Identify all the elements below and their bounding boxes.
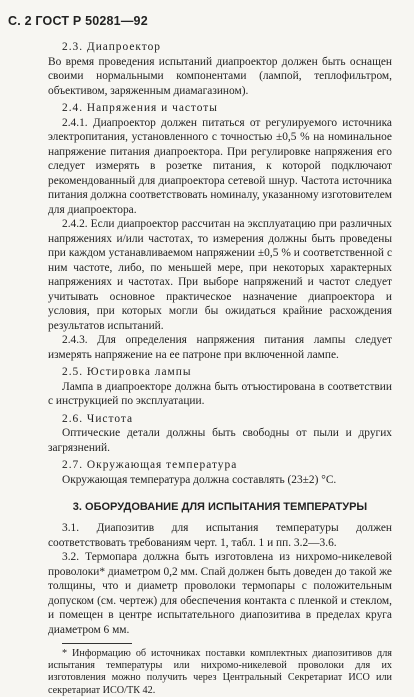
footnote-divider (62, 643, 132, 644)
section-2-7-heading: 2.7. Окружающая температура (62, 459, 238, 471)
footnote: * Информацию об источниках поставки комплектных диапозитивов для испытания температуры или нихромо-никелевой проволоки для их изготовления можно получить через Центральный Секретариат ИСО или секретариат ИСО/ТК 42. (48, 648, 392, 696)
section-2-4-1-text: 2.4.1. Диапроектор должен питаться от регулируемого источника электропитания, установленного с точностью ±0,5 % на номинальное напряжение питания диапроектора. При регулировке напряжения его следует измерять в розетке питания, к которой подключают рекомендованный для диапроектора сетевой шнур. Частота источника питания должна соответствовать номиналу, указанному изготовителем для диапроектора. (48, 116, 392, 216)
section-2-3-heading: 2.3. Диапроектор (62, 41, 161, 53)
section-2-4-2-text: 2.4.2. Если диапроектор рассчитан на эксплуатацию при различных напряжениях и/или частотах, то измерения должны быть проведены при каждом устанавливаемом напряжении ±0,5 % и соответственной с ним частоте, либо, по меньшей мере, при некоторых характерных напряжениях и частотах. При выборе напряжений и частот следует учитывать основное практическое назначение диапроектора и условия, при которых могли бы ожидаться крайние расхождения результатов испытаний. (48, 218, 392, 332)
section-2-3-text: Во время проведения испытаний диапроектор должен быть оснащен своими нормальными компонентами (лампой, теплофильтром, объективом, заряженным диамагазином). (48, 55, 392, 97)
section-2-4-heading: 2.4. Напряжения и частоты (62, 102, 218, 114)
section-3-2-text: 3.2. Термопара должна быть изготовлена из нихромо-никелевой проволоки* диаметром 0,2 мм. Спай должен быть доведен до такой же толщины, что и диаметр проволоки термопары с положительным допуском (см. чертеж) для обеспечения контакта с пленкой и стеклом, и помещен в центре испытательного диапозитива в пределах круга диаметром 6 мм. (48, 551, 392, 636)
section-2-7-text: Окружающая температура должна составлять (23±2) °С. (62, 473, 337, 486)
page-header: С. 2 ГОСТ Р 50281—92 (8, 14, 148, 28)
section-2-5-text: Лампа в диапроекторе должна быть отъюстирована в соответствии с инструкцией по эксплуатации. (48, 380, 392, 407)
section-2-6-heading: 2.6. Чистота (62, 412, 134, 425)
section-2-5-heading: 2.5. Юстировка лампы (62, 366, 192, 378)
page-content (48, 40, 392, 697)
section-3-1-text: 3.1. Диапозитив для испытания температуры должен соответствовать требованиям черт. 1, табл. 1 и пп. 3.2—3.6. (48, 522, 392, 549)
section-2-6-text: Оптические детали должны быть свободны от пыли и других загрязнений. (48, 427, 392, 454)
chapter-3-title: 3. ОБОРУДОВАНИЕ ДЛЯ ИСПЫТАНИЯ ТЕМПЕРАТУРЫ (72, 501, 368, 513)
section-2-4-3-text: 2.4.3. Для определения напряжения питания лампы следует измерять напряжение на ее патроне при включенной лампе. (48, 334, 392, 361)
